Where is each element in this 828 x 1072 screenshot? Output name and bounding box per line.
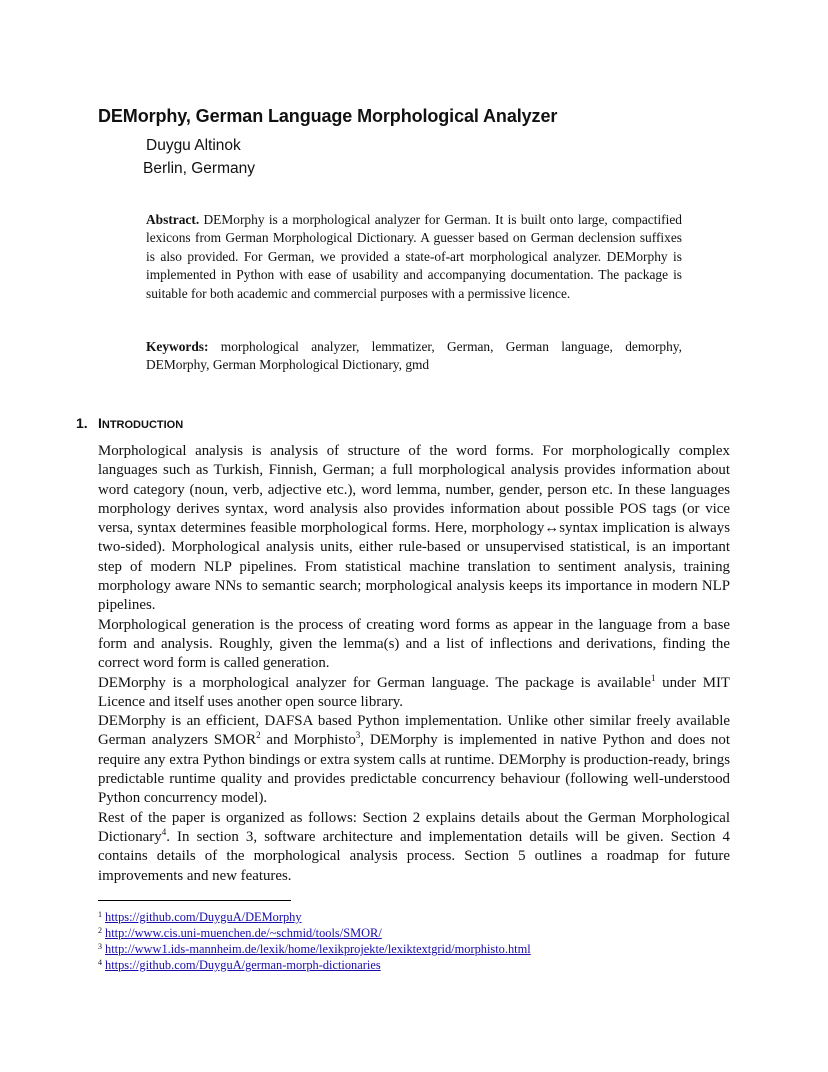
section-title-initial: I — [98, 415, 102, 431]
footnote-number: 3 — [98, 942, 102, 951]
footnote-4 — [98, 957, 738, 973]
paragraph-text: DEMorphy is an efficient, DAFSA based Python implementation. Unlike other similar freely available German analyzers SMOR — [98, 713, 730, 749]
paragraph — [98, 809, 730, 886]
footnote-ref: 1 — [650, 672, 656, 683]
footnote-1 — [98, 909, 738, 925]
paragraph-text: . In section 3, software architecture and implementation details will be given. Section 4 contains details of the morphological analysis process. Section 5 outlines a roadmap for future improvements and new features. — [98, 828, 730, 884]
abstract — [146, 211, 682, 303]
author-name: Duygu Altinok — [146, 137, 241, 154]
footnote-link[interactable]: http://www1.ids-mannheim.de/lexik/home/lexikprojekte/lexiktextgrid/morphisto.html — [105, 942, 531, 956]
abstract-label: Abstract. — [146, 212, 200, 227]
footnote-link[interactable]: https://github.com/DuyguA/german-morph-dictionaries — [105, 958, 381, 972]
paragraph-text: , DEMorphy is implemented in native Python and does not require any extra Python bindings or extra system calls at runtime. DEMorphy is production-ready, brings predictable runtime quality and provides predictable concurrency behaviour (following well-understood Python concurrency model). — [98, 732, 730, 807]
footnotes — [98, 909, 738, 973]
keywords — [146, 338, 682, 375]
section-number: 1. — [76, 415, 88, 431]
paragraph: Morphological generation is the process of creating word forms as appear in the language from a base form and analysis. Roughly, given the lemma(s) and a list of inflections and derivations, finding the correct word form is called generation. — [98, 616, 730, 672]
footnote-link[interactable]: https://github.com/DuyguA/DEMorphy — [105, 910, 302, 924]
paragraph — [98, 712, 730, 808]
keywords-text: morphological analyzer, lemmatizer, German, German language, demorphy, DEMorphy, German Morphological Dictionary, gmd — [146, 339, 682, 373]
footnote-link[interactable]: http://www.cis.uni-muenchen.de/~schmid/tools/SMOR/ — [105, 926, 382, 940]
footnote-ref: 4 — [161, 826, 167, 837]
paragraph-text: Rest of the paper is organized as follows: Section 2 explains details about the German Morphological Dictionary — [98, 809, 730, 845]
footnote-2 — [98, 925, 738, 941]
footnote-number: 4 — [98, 958, 102, 967]
author-affiliation: Berlin, Germany — [143, 160, 255, 177]
paragraph: Morphological analysis is analysis of structure of the word forms. For morphologically complex languages such as Turkish, Finnish, German; a full morphological analysis provides information about word category (noun, verb, adjective etc.), word lemma, number, gender, person etc. In these languages morphology derives syntax, word analysis also provides information about possible POS tags (or vice versa, syntax determines feasible morphological forms. Here, morphology↔syntax implication is always two-sided). Morphological analysis units, either rule-based or unsupervised statistical, is an important step of modern NLP pipelines. From statistical machine translation to sentiment analysis, training morphology aware NNs to semantic search; morphological analysis keeps its importance in modern NLP pipelines. — [98, 443, 730, 614]
footnote-number: 1 — [98, 910, 102, 919]
paragraph-text: and Morphisto — [260, 732, 356, 749]
paper-title: DEMorphy, German Language Morphological Analyzer — [98, 106, 558, 126]
footnote-number: 2 — [98, 926, 102, 935]
footnote-3 — [98, 941, 738, 957]
section-body — [98, 442, 730, 886]
paragraph-text: under MIT Licence and itself uses another open source library. — [98, 674, 730, 710]
footnote-divider — [98, 900, 291, 901]
section-heading — [76, 415, 183, 433]
abstract-text: DEMorphy is a morphological analyzer for German. It is built onto large, compactified lexicons from German Morphological Dictionary. A guesser based on German declension suffixes is also provided. For German, we provided a state-of-art morphological analyzer. DEMorphy is implemented in Python with ease of usability and accompanying documentation. The package is suitable for both academic and commercial purposes with a permissive licence. — [146, 212, 682, 301]
footnote-ref: 2 — [256, 730, 261, 741]
footnote-ref: 3 — [355, 730, 361, 741]
paragraph-text: DEMorphy is a morphological analyzer for German language. The package is available — [98, 674, 651, 691]
section-title-rest: NTRODUCTION — [101, 419, 184, 431]
keywords-label: Keywords: — [146, 339, 209, 354]
section-title — [98, 415, 183, 431]
paragraph — [98, 674, 730, 713]
